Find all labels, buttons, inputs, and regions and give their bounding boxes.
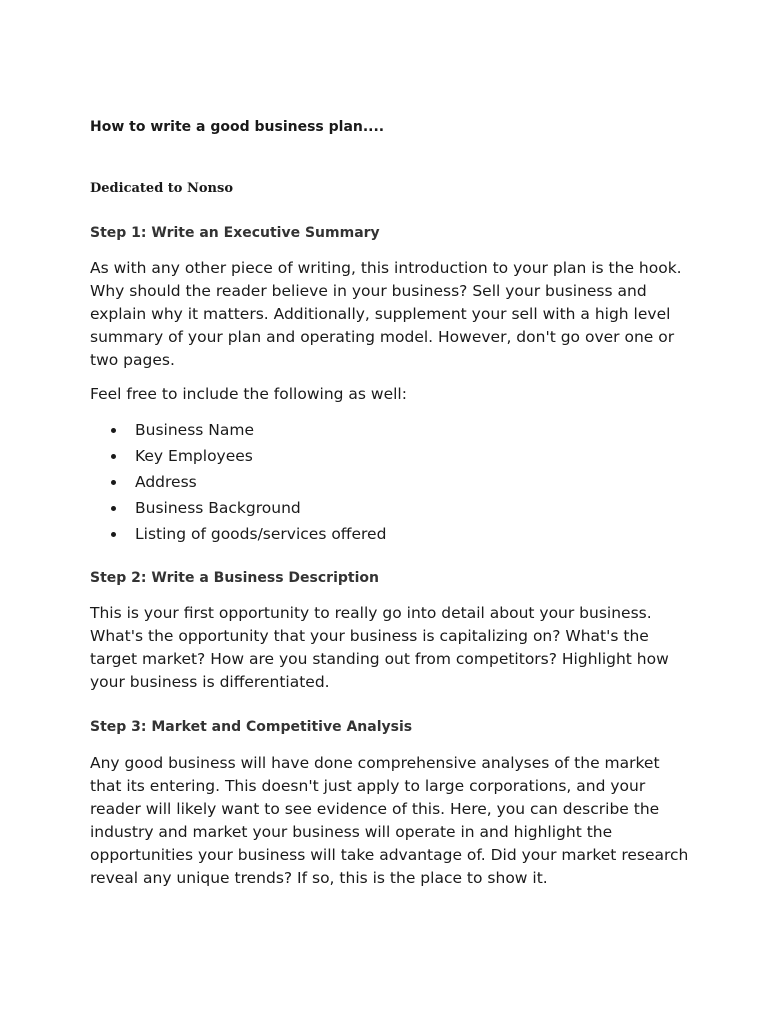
step3-paragraph: Any good business will have done comprehensive analyses of the market that its entering. This doesn't just apply to large corporations, and your reader will likely want to see evidence of this. Here, you can describe the industry and market your business will operate in and highlight the opportunities your business will take advantage of. Did your market research reveal any unique trends? If so, this is the place to show it. (90, 754, 689, 887)
dedication-line: Dedicated to Nonso (90, 181, 233, 196)
step1-heading: Step 1: Write an Executive Summary (90, 225, 380, 241)
list-item (90, 495, 386, 521)
step1-list-intro: Feel free to include the following as well: (90, 385, 407, 403)
step3-heading: Step 3: Market and Competitive Analysis (90, 719, 413, 735)
list-item-label: Listing of goods/services offered (135, 525, 387, 543)
list-item-label: Business Name (135, 421, 255, 439)
bullet-icon (111, 532, 116, 537)
step2-heading: Step 2: Write a Business Description (90, 570, 379, 586)
step1-paragraph: As with any other piece of writing, this introduction to your plan is the hook. Why should the reader believe in your business? Sell your business and explain why it matters. Additionally, supplement your sell with a high level summary of your plan and operating model. However, don't go over one or two pages. (90, 259, 682, 369)
list-item (90, 443, 386, 469)
list-item (90, 417, 386, 443)
list-item-label: Business Background (135, 499, 301, 517)
list-item-label: Address (135, 473, 197, 491)
list-item-label: Key Employees (135, 447, 253, 465)
bullet-icon (111, 454, 116, 459)
bullet-icon (111, 506, 116, 511)
list-item (90, 469, 386, 495)
bullet-icon (111, 480, 116, 485)
step1-bullet-list (90, 417, 386, 547)
step2-paragraph: This is your first opportunity to really go into detail about your business. What's the opportunity that your business is capitalizing on? What's the target market? How are you standing out from competitors? Highlight how your business is differentiated. (90, 604, 669, 691)
bullet-icon (111, 428, 116, 433)
list-item (90, 521, 386, 547)
document-title: How to write a good business plan.... (90, 119, 385, 135)
